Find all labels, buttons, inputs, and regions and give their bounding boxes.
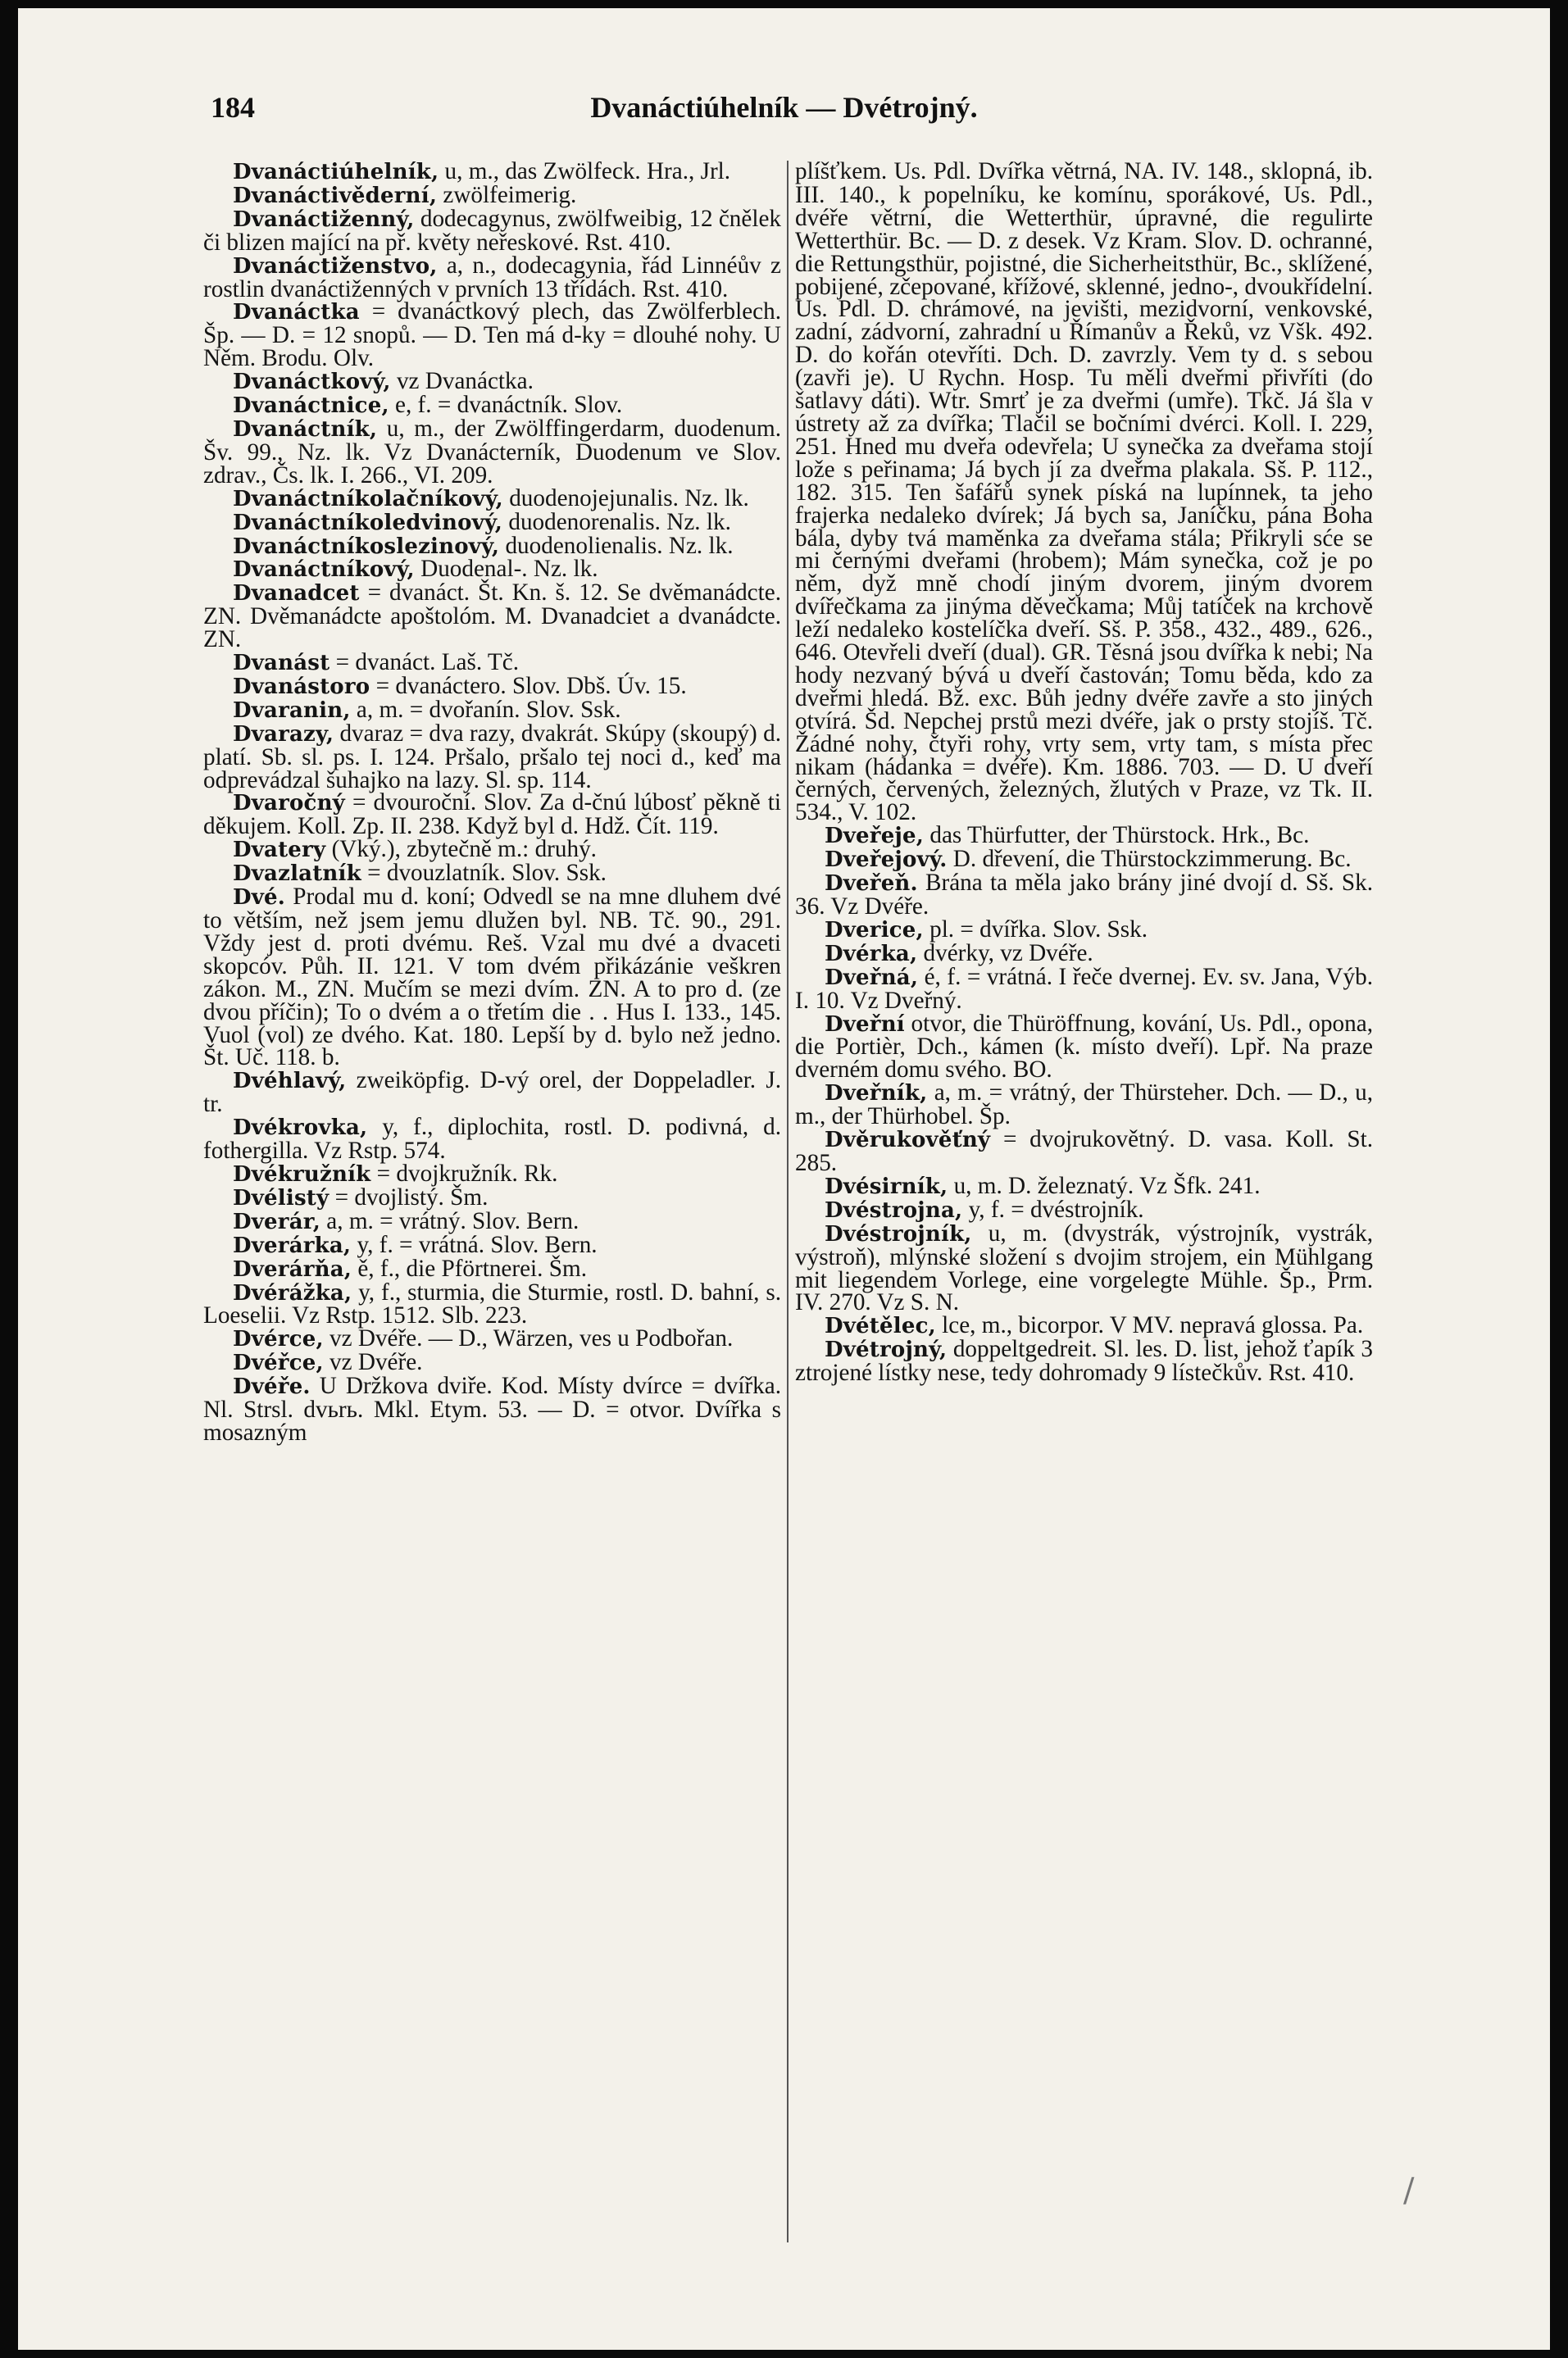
entry-text: y, f. = dvéstrojník. bbox=[962, 1196, 1144, 1223]
entry-headword: Dvélistý bbox=[233, 1185, 330, 1211]
entry-headword: Dvazlatník bbox=[233, 861, 361, 887]
entry-text: duodenojejunalis. Nz. lk. bbox=[502, 484, 749, 511]
entry-headword: Dvéstrojna, bbox=[825, 1197, 963, 1223]
entry-headword: Dveřeň. bbox=[825, 871, 918, 897]
entry-text: y, f., diplochita, rostl. D. podivná, d. fothergilla. Vz Rstp. 574. bbox=[203, 1114, 781, 1165]
column-rule bbox=[787, 161, 789, 2242]
entry-headword: Dvanáctkový, bbox=[233, 370, 391, 395]
dictionary-entry bbox=[795, 1079, 1373, 1130]
dictionary-entry bbox=[795, 1220, 1373, 1316]
entry-headword: Dvanáctníkoslezinový, bbox=[233, 534, 500, 559]
dictionary-entry bbox=[203, 1325, 781, 1352]
entry-text: Prodal mu d. koní; Odvedl se na mne dluhem dvé to větším, než jsem jemu dlužen byl. NB. Tč. 90., 291. Vždy jest d. proti dvému. Reš. Vzal mu dvé a dvaceti skopcóv. Půh. II. 121. V tom dvém přikázánie veškren zákon. M., ZN. Mučím se mezi dvím. ZN. A to pro d. (ze dvou příčin); To o dvém a o třetím die . . Hus I. 133., 145. Vuol (vol) ze dvého. Kat. 180. Lepší by d. bylo než jedno. Št. Uč. 118. b. bbox=[203, 884, 781, 1071]
entry-text: u, m. D. železnatý. Vz Šfk. 241. bbox=[948, 1172, 1261, 1199]
dictionary-entry bbox=[203, 558, 781, 582]
dictionary-entry bbox=[795, 822, 1373, 849]
dictionary-entry bbox=[795, 1312, 1373, 1339]
entry-text: é, f. = vrátná. I řeče dvernej. Ev. sv. Jana, Výb. I. 10. Vz Dveřný. bbox=[795, 963, 1373, 1014]
entry-headword: Dvérážka, bbox=[233, 1280, 352, 1306]
dictionary-entry bbox=[795, 848, 1373, 872]
entry-text: U Držkova dviře. Kod. Místy dvírce = dvířka. Nl. Strsl. dvьrь. Mkl. Etym. 53. — D. = otvor. Dvířka s mosazným bbox=[203, 1373, 781, 1446]
entry-headword: Dvérce, bbox=[233, 1327, 324, 1352]
entry-headword: Dvěrukověťný bbox=[825, 1128, 991, 1153]
entry-headword: Dvé. bbox=[233, 885, 286, 911]
entry-text: = dvanáct. Št. Kn. š. 12. Se dvěmanádcte. ZN. Dvěmanádcte apoštolóm. M. Dvanadciet a dvanádcte. ZN. bbox=[203, 579, 781, 653]
running-title: Dvanáctiúhelník — Dvétrojný. bbox=[590, 91, 978, 124]
entry-text: zwölfeimerig. bbox=[437, 181, 577, 208]
dictionary-entry bbox=[203, 415, 781, 488]
entry-headword: Dvékružník bbox=[233, 1161, 371, 1187]
entry-text: plíšťkem. Us. Pdl. Dvířka větrná, NA. IV. 148., sklopná, ib. III. 140., k popelníku, ke komínu, sporákové, Us. Pdl., dvéře větrní, die Wetterthür, úpravné, die regulirte Wetterthür. Bc. — D. z desek. Vz Kram. Slov. D. ochranné, die Rettungsthür, pojistné, die Sicherheitsthür, Bc., sklížené, pobijené, zčepované, křížové, sklenné, jedno-, dvoukřídelní. Us. Pdl. D. chrámové, na jevišti, mezidvorní, venkovské, zadní, zádvorní, zahradní u Římanův a Řeků, vz Všk. 492. D. do kořán otevříti. Dch. D. zavrzly. Vem ty d. s sebou (zavři je). U Rychn. Hosp. Tu měli dveřmi přivříti (do šatlavy dáti). Wtr. Smrť je za dveřmi (umře). Tkč. Já šla v ústrety až za dvířka; Tlačil se bočními dvérci. Koll. I. 229, 251. Hned mu dveřa odevřela; U synečka za dveřama stojí lože s peřinama; Já bych jí za dveřma plakala. Sš. P. 112., 182. 315. Ten šafářů synek píská na lupínnek, ta jeho frajerka nedaleko dvírek; Já bych sa, Janíčku, pána Boha bála, dyby tvá maměnka za dveřama stála; Přikryli sće se mi černými dveřami (hrobem); Mám synečka, což je po něm, dyž mně chodí jiným dvorem, jiným dvorem dvířečkama za jinýma děvečkama; Můj tatíček na krchově leží nedaleko kostelíčka dveří. Sš. P. 358., 432., 489., 626., 646. Otevřeli dveří (dual). GR. Těsná jsou dvířka k nebi; Na hody nezvaný bývá u dveří častován; Tomu běda, kdo za dveřmi hledá. Bž. exc. Bůh jedny dvéře zavře a sto jiných otvírá. Šd. Nepchej prstů mezi dvéře, jak o prsty stojíš. Tč. Žádné nohy, čtyři rohy, vrty sem, vrty tam, s místa přec nikam (hádanka = dvéře). Km. 1886. 703. — D. U dveří černých, červených, železných, žlutých v Praze, vz Tk. II. 534., V. 102. bbox=[795, 158, 1373, 826]
entry-text: a, n., dodecagynia, řád Linnéův z rostlin dvanáctiženných v prvních 13 třídách. Rst. 410. bbox=[203, 252, 781, 302]
entry-headword: Dveřejový. bbox=[825, 847, 948, 873]
dictionary-entry bbox=[203, 1207, 781, 1234]
entry-headword: Dvétělec, bbox=[825, 1314, 936, 1339]
dictionary-entry bbox=[203, 1279, 781, 1329]
dictionary-entry bbox=[203, 579, 781, 653]
entry-headword: Dvanadcet bbox=[233, 581, 360, 607]
entry-text: otvor, die Thüröffnung, kování, Us. Pdl., opona, die Portièr, Dch., kámen (k. místo dveří). Lpř. Na praze dverném domu svého. BO. bbox=[795, 1010, 1373, 1084]
dictionary-page bbox=[18, 8, 1550, 2350]
dictionary-entry bbox=[795, 1126, 1373, 1176]
dictionary-entry bbox=[203, 1231, 781, 1258]
right-column bbox=[795, 158, 1373, 1387]
dictionary-entry bbox=[203, 370, 781, 394]
entry-headword: Dvanáctníkolačníkový, bbox=[233, 486, 503, 511]
entry-headword: Dvanáctnice, bbox=[233, 393, 389, 419]
dictionary-entry bbox=[203, 484, 781, 511]
entry-text: = dvouroční. Slov. Za d-čnú lúbosť pěkně ti děkujem. Koll. Zp. II. 238. Když byl d. Hdž. Čít. 119. bbox=[203, 789, 781, 840]
dictionary-entry bbox=[795, 872, 1373, 919]
entry-headword: Dveřní bbox=[825, 1011, 905, 1037]
entry-headword: Dverárňa, bbox=[233, 1256, 352, 1282]
entry-headword: Dveřná, bbox=[825, 965, 919, 990]
entry-headword: Dvanáctníkový, bbox=[233, 557, 415, 583]
entry-text: vz Dvéře. bbox=[323, 1349, 423, 1376]
entry-text: vz Dvéře. — D., Wärzen, ves u Podbořan. bbox=[323, 1325, 734, 1352]
dictionary-entry bbox=[203, 1116, 781, 1163]
dictionary-entry bbox=[203, 298, 781, 372]
entry-text: dodecagynus, zwölfweibig, 12 čnělek či blizen mající na př. květy neřeskové. Rst. 410. bbox=[203, 205, 781, 256]
dictionary-entry bbox=[203, 696, 781, 723]
entry-headword: Dvanástoro bbox=[233, 674, 370, 699]
entry-headword: Dverárka, bbox=[233, 1233, 352, 1258]
entry-headword: Dveřník, bbox=[825, 1081, 928, 1106]
entry-headword: Dvéhlavý, bbox=[233, 1069, 347, 1094]
entry-headword: Dvékrovka, bbox=[233, 1115, 368, 1141]
entry-headword: Dverár, bbox=[233, 1209, 320, 1234]
entry-text: Duodenal-. Nz. lk. bbox=[414, 556, 598, 583]
entry-headword: Dveřeje, bbox=[825, 824, 925, 849]
entry-headword: Dvésirník, bbox=[825, 1174, 948, 1199]
page-corner-mark: / bbox=[1403, 2172, 1415, 2210]
entry-text: y, f. = vrátná. Slov. Bern. bbox=[351, 1231, 598, 1258]
entry-text: (Vký.), zbytečně m.: druhý. bbox=[325, 836, 597, 863]
entry-headword: Dvanáctka bbox=[233, 300, 360, 325]
entry-text: duodenolienalis. Nz. lk. bbox=[499, 532, 734, 559]
dictionary-entry bbox=[203, 862, 781, 886]
dictionary-entry bbox=[203, 1184, 781, 1211]
entry-text: lce, m., bicorpor. V MV. nepravá glossa. Pa. bbox=[935, 1312, 1364, 1339]
entry-text: ě, f., die Pförtnerei. Šm. bbox=[352, 1255, 587, 1282]
dictionary-entry bbox=[203, 886, 781, 1070]
dictionary-entry bbox=[203, 158, 781, 184]
entry-text: y, f., sturmia, die Sturmie, rostl. D. bahní, s. Loeselii. Vz Rstp. 1512. Slb. 223. bbox=[203, 1279, 781, 1329]
entry-text: vz Dvanáctka. bbox=[390, 368, 534, 395]
entry-text: Brána ta měla jako brány jiné dvojí d. Sš. Sk. 36. Vz Dvéře. bbox=[795, 870, 1373, 920]
dictionary-entry bbox=[203, 649, 781, 676]
dictionary-entry bbox=[795, 1338, 1373, 1385]
entry-headword: Dvatery bbox=[233, 838, 326, 863]
entry-text: duodenorenalis. Nz. lk. bbox=[502, 508, 731, 535]
entry-headword: Dvanáctivěderní, bbox=[233, 183, 438, 208]
entry-text: D. dřevení, die Thürstockzimmerung. Bc. bbox=[947, 846, 1352, 873]
entry-headword: Dvéstrojník, bbox=[825, 1221, 972, 1247]
entry-headword: Dvéře. bbox=[233, 1374, 311, 1400]
dictionary-entry bbox=[203, 789, 781, 840]
page-header bbox=[18, 90, 1550, 139]
dictionary-entry bbox=[203, 252, 781, 302]
dictionary-entry bbox=[203, 394, 781, 418]
entry-headword: Dvanáctníkoledvinový, bbox=[233, 510, 503, 535]
entry-headword: Dvérka, bbox=[825, 941, 918, 966]
entry-text: = dvouzlatník. Slov. Ssk. bbox=[361, 860, 607, 887]
dictionary-entry bbox=[203, 1067, 781, 1118]
entry-text: pl. = dvířka. Slov. Ssk. bbox=[923, 915, 1148, 943]
dictionary-entry bbox=[795, 1196, 1373, 1223]
entry-text: = dvojlistý. Šm. bbox=[329, 1184, 489, 1211]
dictionary-entry bbox=[203, 1349, 781, 1376]
entry-headword: Dvanáctník, bbox=[233, 416, 378, 442]
entry-headword: Dvétrojný, bbox=[825, 1338, 948, 1363]
entry-text: a, m. = vrátný, der Thürsteher. Dch. — D., u, m., der Thürhobel. Šp. bbox=[795, 1079, 1373, 1130]
dictionary-entry bbox=[795, 1172, 1373, 1199]
dictionary-entry bbox=[203, 672, 781, 699]
entry-headword: Dvanáctiženný, bbox=[233, 207, 415, 232]
entry-headword: Dverice, bbox=[825, 917, 924, 943]
entry-headword: Dvanáctiúhelník, bbox=[233, 160, 439, 184]
dictionary-entry bbox=[203, 181, 781, 208]
entry-text: = dvanáctkový plech, das Zwölferblech. Šp. — D. = 12 snopů. — D. Ten má d-ky = dlouhé nohy. U Něm. Brodu. Olv. bbox=[203, 298, 781, 372]
page-number: 184 bbox=[211, 91, 255, 124]
entry-headword: Dvaročný bbox=[233, 791, 345, 816]
entry-text: zweiköpfig. D-vý orel, der Doppeladler. J. tr. bbox=[203, 1067, 781, 1118]
dictionary-entry bbox=[203, 1160, 781, 1187]
entry-text: das Thürfutter, der Thürstock. Hrk., Bc. bbox=[924, 822, 1310, 849]
entry-text: dvérky, vz Dvéře. bbox=[917, 939, 1093, 966]
entry-text: = dvojrukovětný. D. vasa. Koll. St. 285. bbox=[795, 1126, 1373, 1176]
entry-text: u, m., das Zwölfeck. Hra., Jrl. bbox=[439, 158, 731, 184]
dictionary-entry bbox=[203, 508, 781, 535]
dictionary-entry bbox=[203, 720, 781, 793]
dictionary-entry bbox=[795, 939, 1373, 966]
dictionary-entry bbox=[203, 1375, 781, 1445]
entry-text: doppeltgedreit. Sl. les. D. list, jehož ťapík 3 ztrojené lístky nese, tedy dohromady 9 lístečkův. Rst. 410. bbox=[795, 1336, 1373, 1387]
dictionary-entry bbox=[203, 205, 781, 256]
entry-headword: Dvanást bbox=[233, 651, 330, 676]
dictionary-entry bbox=[795, 158, 1373, 826]
dictionary-entry bbox=[203, 532, 781, 559]
entry-text: a, m. = dvořanín. Slov. Ssk. bbox=[350, 696, 621, 723]
entry-text: u, m. (dvystrák, výstrojník, vystrák, výstroň), mlýnské složení s dvojim strojem, ein Mühlgang mit liegendem Vorlege, eine vorgelegte Mühle. Šp., Prm. IV. 270. Vz S. N. bbox=[795, 1220, 1373, 1316]
dictionary-entry bbox=[795, 915, 1373, 943]
entry-headword: Dvéřce, bbox=[233, 1351, 324, 1376]
dictionary-entry bbox=[203, 1255, 781, 1282]
entry-text: e, f. = dvanáctník. Slov. bbox=[389, 392, 623, 419]
entry-text: a, m. = vrátný. Slov. Bern. bbox=[320, 1207, 579, 1234]
entry-text: = dvanáctero. Slov. Dbš. Úv. 15. bbox=[370, 672, 687, 699]
entry-headword: Dvarazy, bbox=[233, 721, 334, 747]
dictionary-entry bbox=[795, 963, 1373, 1014]
entry-headword: Dvanáctiženstvo, bbox=[233, 253, 438, 279]
entry-text: = dvojkružník. Rk. bbox=[370, 1160, 558, 1187]
entry-text: = dvanáct. Laš. Tč. bbox=[330, 649, 520, 676]
entry-text: u, m., der Zwölffingerdarm, duodenum. Šv. 99., Nz. lk. Vz Dvanácterník, Duodenum ve Slov. zdrav., Čs. lk. I. 266., VI. 209. bbox=[203, 415, 781, 488]
entry-headword: Dvaranin, bbox=[233, 697, 351, 723]
dictionary-entry bbox=[203, 838, 781, 862]
dictionary-entry bbox=[795, 1010, 1373, 1084]
entry-text: dvaraz = dva razy, dvakrát. Skúpy (skoupý) d. platí. Sb. sl. ps. I. 124. Pršalo, pršalo tej noci d., keď ma odprevádzal šuhajko na lazy. Sl. sp. 114. bbox=[203, 720, 781, 793]
left-column bbox=[203, 158, 781, 1446]
